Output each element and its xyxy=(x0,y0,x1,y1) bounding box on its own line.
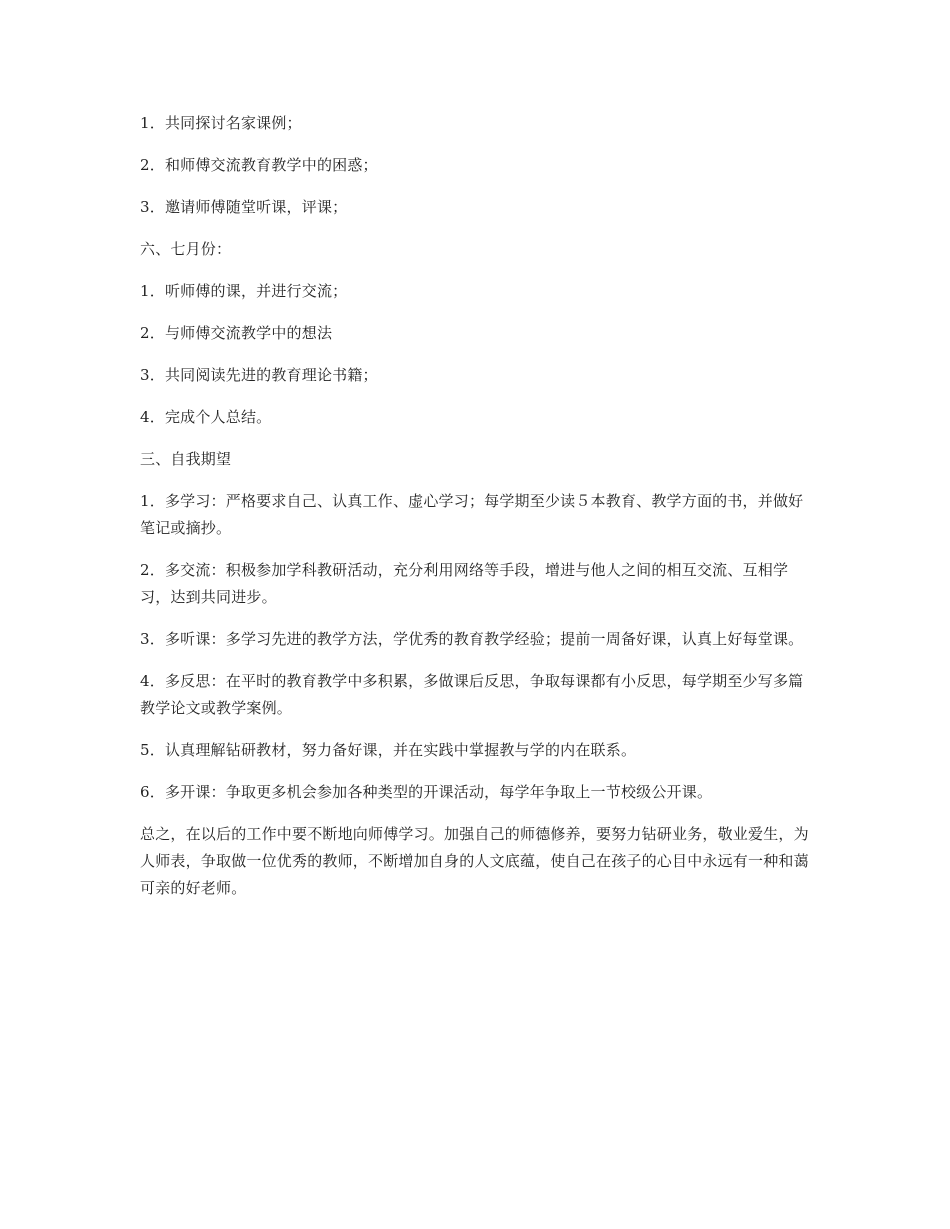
section-heading: 六、七月份： xyxy=(140,240,232,258)
list-item: 2．与师傅交流教学中的想法 xyxy=(140,324,333,342)
list-item: 3．邀请师傅随堂听课，评课； xyxy=(140,198,348,216)
summary-paragraph: 总之，在以后的工作中要不断地向师傅学习。加强自己的师德修养，要努力钻研业务，敬业爱生，为人师表，争取做一位优秀的教师，不断增加自身的人文底蕴，使自己在孩子的心目中永远有一种和蔼可亲的好老师。 xyxy=(140,825,809,897)
list-item: 6．多开课：争取更多机会参加各种类型的开课活动，每学年争取上一节校级公开课。 xyxy=(140,783,713,801)
list-item: 3．共同阅读先进的教育理论书籍； xyxy=(140,366,378,384)
list-item: 4．完成个人总结。 xyxy=(140,408,272,426)
list-item: 1．共同探讨名家课例； xyxy=(140,114,302,132)
list-item: 3．多听课：多学习先进的教学方法，学优秀的教育教学经验；提前一周备好课，认真上好每堂课。 xyxy=(140,630,804,648)
list-item: 5．认真理解钻研教材，努力备好课，并在实践中掌握教与学的内在联系。 xyxy=(140,741,637,759)
list-item: 1．听师傅的课，并进行交流； xyxy=(140,282,348,300)
section-heading: 三、自我期望 xyxy=(140,450,232,468)
list-item: 4．多反思：在平时的教育教学中多积累，多做课后反思，争取每课都有小反思，每学期至少写多篇教学论文或教学案例。 xyxy=(140,672,804,717)
document-page xyxy=(140,110,810,917)
list-item: 2．多交流：积极参加学科教研活动，充分利用网络等手段，增进与他人之间的相互交流、互相学习，达到共同进步。 xyxy=(140,561,789,606)
list-item: 2．和师傅交流教育教学中的困惑； xyxy=(140,156,378,174)
list-item: 1．多学习：严格要求自己、认真工作、虚心学习；每学期至少读５本教育、教学方面的书，并做好笔记或摘抄。 xyxy=(140,492,804,537)
